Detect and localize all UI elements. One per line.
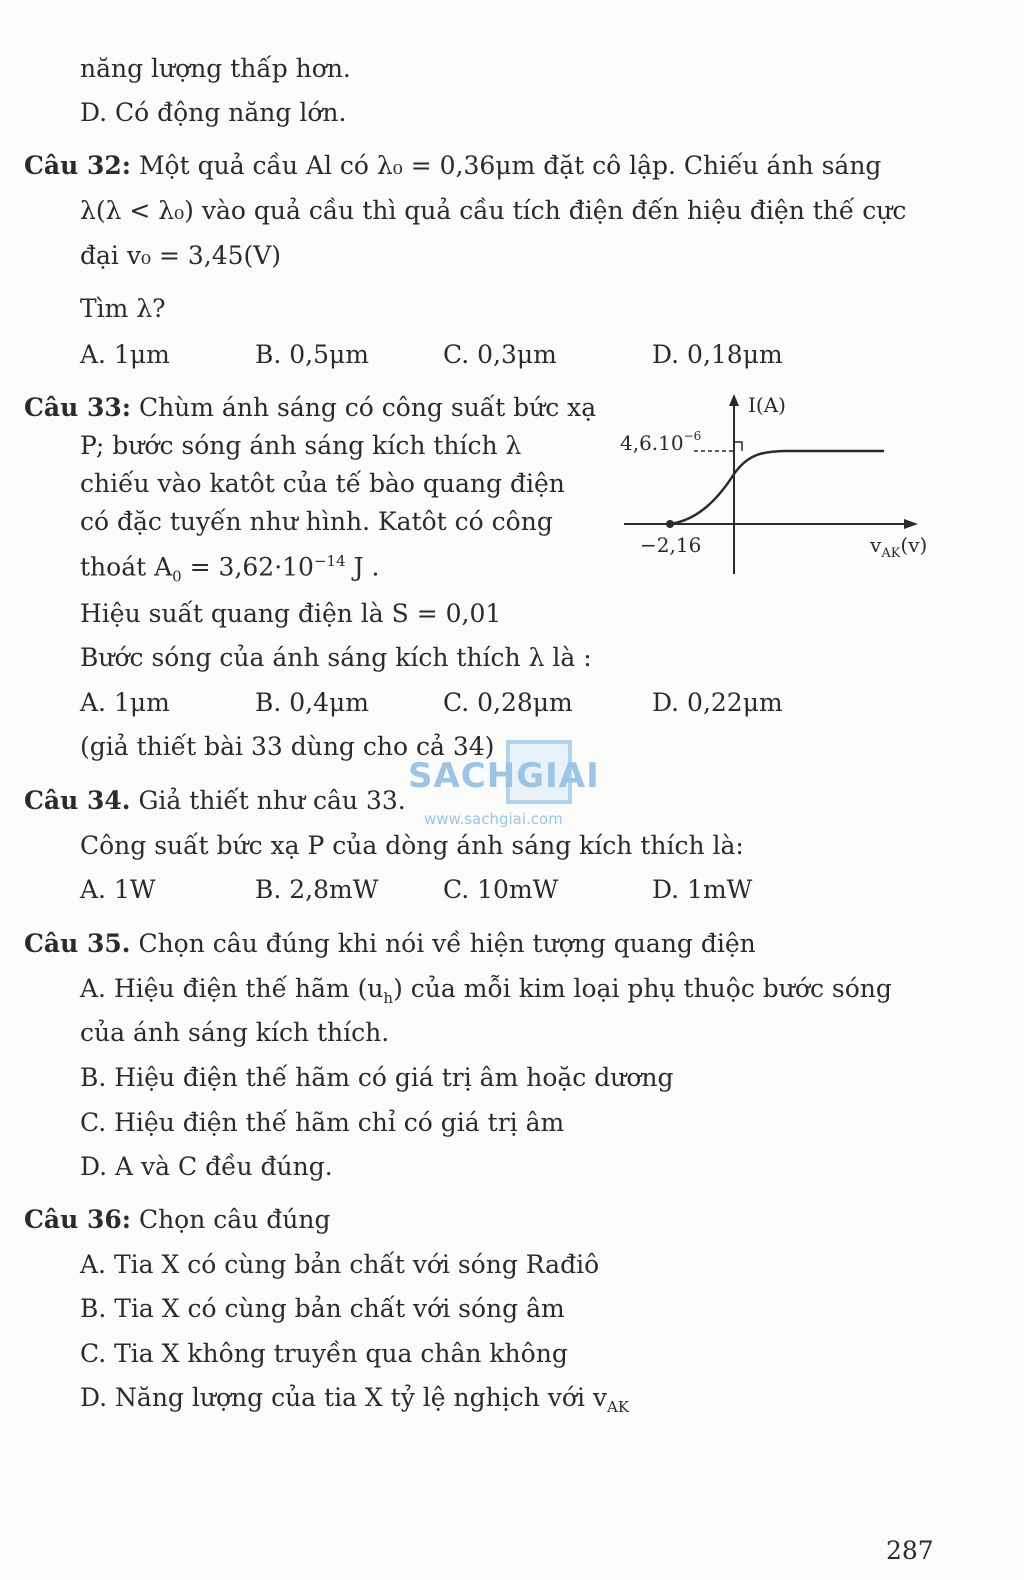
q35-option-b: B. Hiệu điện thế hãm có giá trị âm hoặc dương (80, 1063, 674, 1092)
q32-option-c: C. 0,3μm (443, 340, 557, 369)
q32-option-a: A. 1μm (80, 340, 170, 369)
q33-work-function-value: = 3,62·10 (181, 552, 314, 582)
q35-line1 (24, 929, 756, 959)
q33-exponent: −14 (313, 552, 346, 570)
q35-option-d: D. A và C đều đúng. (80, 1152, 333, 1181)
previous-option-d: D. Có động năng lớn. (80, 98, 347, 127)
continuation-line: năng lượng thấp hơn. (80, 54, 351, 83)
stopping-voltage-label: −2,16 (640, 533, 702, 557)
saturation-current-label: $4,6.10^{-6}$ (620, 429, 702, 455)
q34-option-c: C. 10mW (443, 875, 559, 904)
q34-option-a: A. 1W (80, 875, 156, 904)
iv-curve (670, 451, 884, 524)
q33-line3: chiếu vào katôt của tế bào quang điện (80, 469, 565, 498)
q34-line2: Công suất bức xạ P của dòng ánh sáng kích thích là: (80, 831, 744, 860)
q35-option-a-cont: của ánh sáng kích thích. (80, 1018, 390, 1047)
q33-option-a: A. 1μm (80, 688, 170, 717)
q36-option-b: B. Tia X có cùng bản chất với sóng âm (80, 1294, 565, 1323)
q32-line2: λ(λ < λ₀) vào quả cầu thì quả cầu tích điện đến hiệu điện thế cực (80, 196, 907, 225)
q33-line5 (80, 546, 380, 591)
y-axis-label: I(A) (748, 393, 786, 417)
q33-line2: P; bước sóng ánh sáng kích thích λ (80, 431, 522, 460)
q33-unit: J . (345, 552, 380, 582)
q33-label: Câu 33: (24, 393, 131, 422)
q36-option-c: C. Tia X không truyền qua chân không (80, 1339, 568, 1368)
q36-line1 (24, 1205, 330, 1235)
q35-option-a-text1: A. Hiệu điện thế hãm (u (80, 974, 384, 1003)
q34-line1 (24, 786, 406, 816)
q36-option-d (80, 1383, 629, 1422)
watermark-brand: SACHGIAI (408, 756, 600, 796)
q33-text1: Chùm ánh sáng có công suất bức xạ (138, 393, 597, 422)
x-axis-arrow-icon (904, 519, 918, 529)
q34-option-b: B. 2,8mW (255, 875, 379, 904)
q35-option-a (80, 974, 892, 1013)
q32-label: Câu 32: (24, 151, 131, 180)
q36-option-d-sub: AK (607, 1398, 630, 1416)
q35-text1: Chọn câu đúng khi nói về hiện tượng quang điện (138, 929, 756, 958)
q32-option-d: D. 0,18μm (652, 340, 783, 369)
q36-option-d-text: D. Năng lượng của tia X tỷ lệ nghịch với v (80, 1383, 608, 1412)
q32-line1 (24, 151, 881, 181)
y-axis-arrow-icon (729, 394, 739, 406)
watermark (408, 736, 618, 836)
x-axis-label: $v_{AK}(v)$ (870, 533, 928, 561)
q35-option-a-sub: h (383, 989, 394, 1007)
q33-line6: Hiệu suất quang điện là S = 0,01 (80, 599, 502, 628)
q33-line4: có đặc tuyến như hình. Katôt có công (80, 507, 553, 536)
q32-option-b: B. 0,5μm (255, 340, 369, 369)
q36-option-a: A. Tia X có cùng bản chất với sóng Rađiô (80, 1250, 600, 1279)
q34-label: Câu 34. (24, 786, 131, 815)
watermark-url: www.sachgiai.com (424, 810, 563, 828)
q33-sub: 0 (172, 567, 182, 586)
q35-option-a-text2: ) của mỗi kim loại phụ thuộc bước sóng (393, 974, 892, 1003)
q33-line1 (24, 393, 596, 423)
iv-characteristic-figure (618, 384, 948, 584)
q35-label: Câu 35. (24, 929, 131, 958)
q33-option-b: B. 0,4μm (255, 688, 369, 717)
q32-line4: Tìm λ? (80, 294, 166, 323)
q34-option-d: D. 1mW (652, 875, 753, 904)
q32-line3: đại v₀ = 3,45(V) (80, 241, 282, 270)
cutoff-point (666, 520, 674, 528)
q33-line7: Bước sóng của ánh sáng kích thích λ là : (80, 643, 592, 672)
q35-option-c: C. Hiệu điện thế hãm chỉ có giá trị âm (80, 1108, 565, 1137)
q33-work-function-label: thoát A (80, 552, 173, 582)
right-angle-mark (734, 442, 742, 451)
q36-text1: Chọn câu đúng (138, 1205, 331, 1234)
q32-text1: Một quả cầu Al có λ₀ = 0,36μm đặt cô lập. Chiếu ánh sáng (138, 151, 882, 180)
q33-option-c: C. 0,28μm (443, 688, 573, 717)
q33-note: (giả thiết bài 33 dùng cho cả 34) (80, 732, 495, 761)
q36-label: Câu 36: (24, 1205, 131, 1234)
q33-option-d: D. 0,22μm (652, 688, 783, 717)
q34-text1: Giả thiết như câu 33. (138, 786, 406, 815)
page-number: 287 (886, 1536, 934, 1565)
